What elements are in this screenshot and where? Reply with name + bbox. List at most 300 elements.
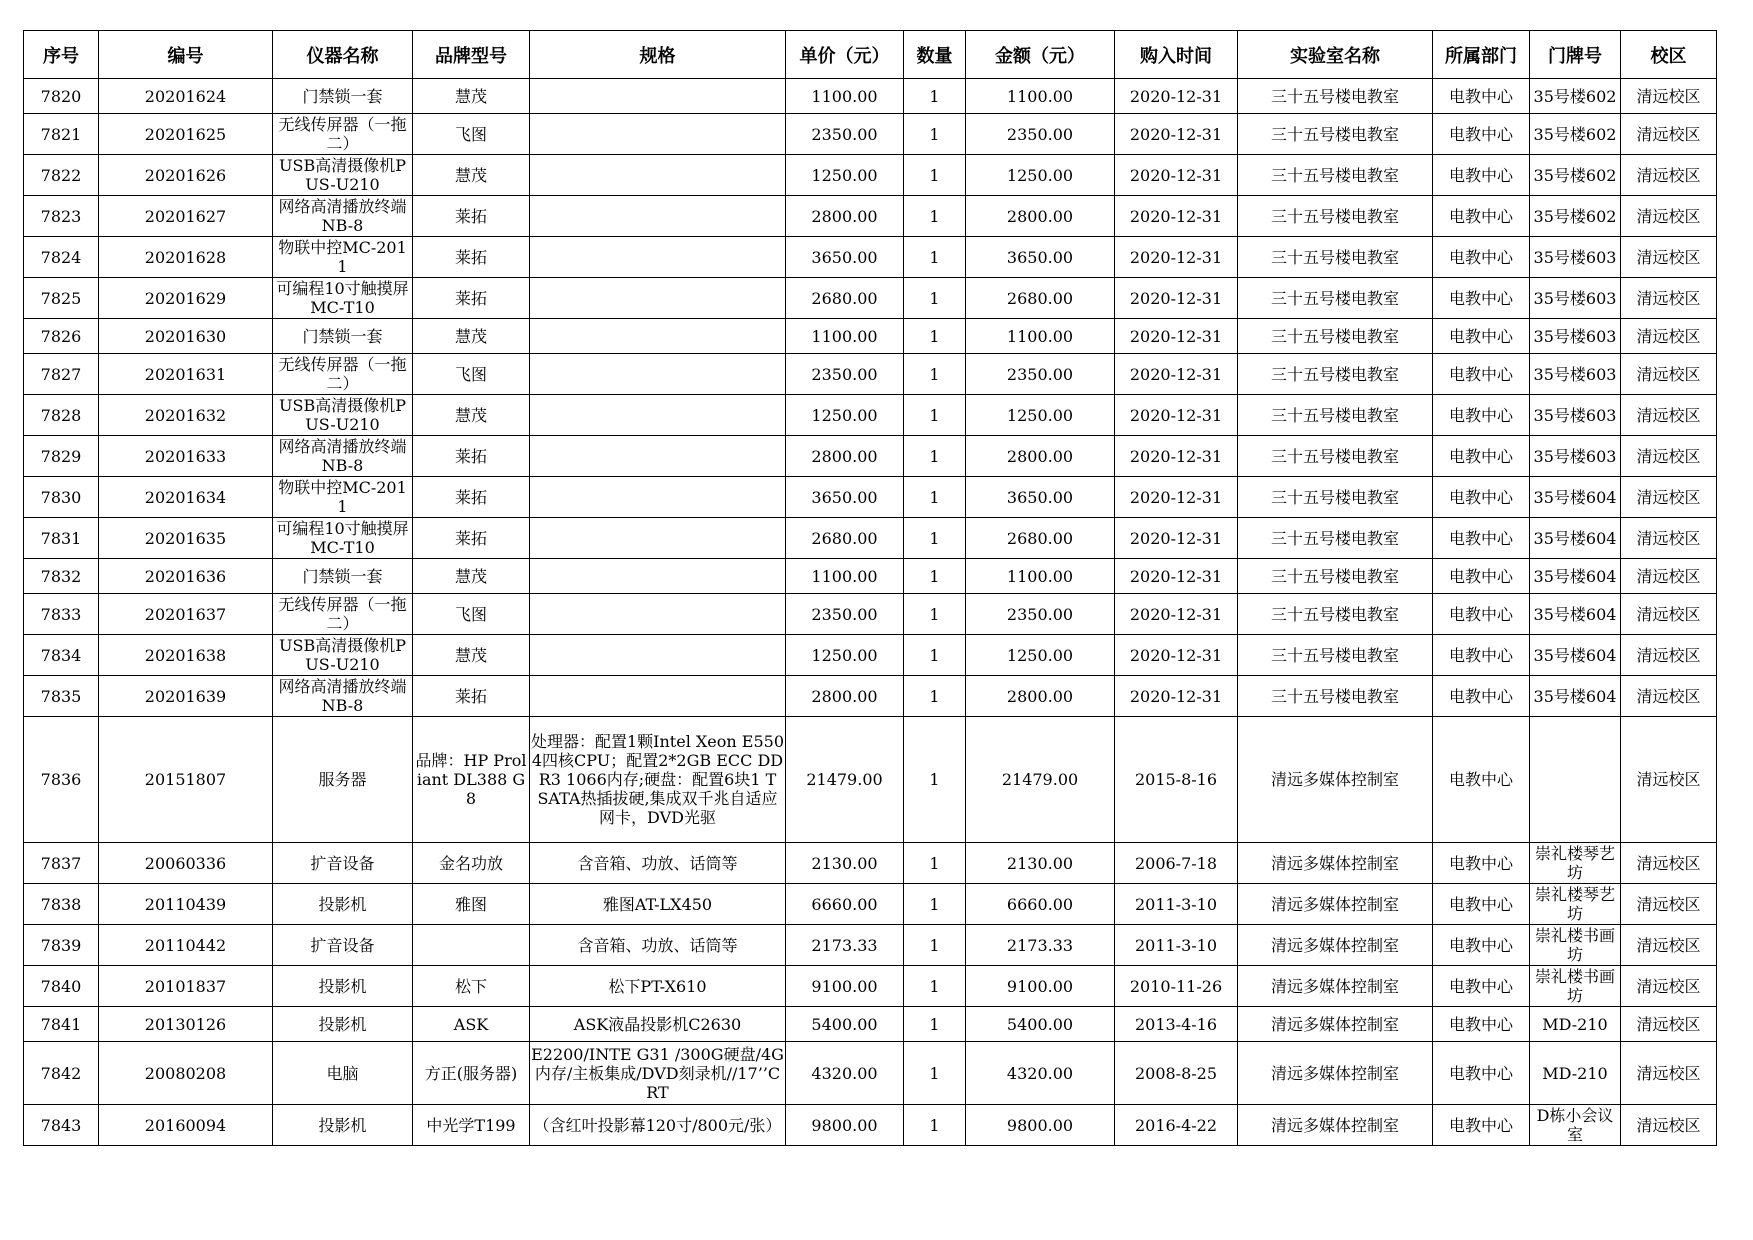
quantity-cell — [904, 114, 966, 155]
amount-text: 2800.00 — [1006, 686, 1074, 706]
campus-text: 清远校区 — [1636, 487, 1701, 507]
table-row — [24, 354, 1717, 395]
brand-model-cell — [413, 594, 530, 635]
specification-cell — [530, 843, 786, 884]
brand-model-cell — [413, 925, 530, 966]
quantity-cell — [904, 477, 966, 518]
specification-cell — [530, 196, 786, 237]
room-number-cell — [1530, 354, 1621, 395]
campus-cell — [1621, 518, 1717, 559]
quantity-cell — [904, 1105, 966, 1146]
brand-model-text: 慧茂 — [454, 326, 487, 346]
room-number-cell — [1530, 676, 1621, 717]
unit-price-cell — [786, 354, 904, 395]
department-cell — [1433, 966, 1530, 1007]
specification-text: 含音箱、功放、话筒等 — [577, 853, 738, 873]
row-number-cell — [24, 278, 99, 319]
asset-id-text: 20201627 — [144, 206, 227, 226]
campus-cell — [1621, 966, 1717, 1007]
unit-price-text: 9100.00 — [811, 976, 878, 996]
unit-price-text: 1250.00 — [811, 165, 878, 185]
asset-id-text: 20201630 — [144, 326, 227, 346]
unit-price-text: 4320.00 — [811, 1063, 878, 1083]
room-number-cell — [1530, 477, 1621, 518]
lab-name-text: 清远多媒体控制室 — [1270, 1063, 1399, 1083]
department-cell — [1433, 518, 1530, 559]
purchase-date-cell — [1115, 1042, 1238, 1105]
unit-price-text: 21479.00 — [806, 770, 883, 789]
specification-cell — [530, 1105, 786, 1146]
lab-name-text: 三十五号楼电教室 — [1270, 645, 1399, 665]
room-number-text: 35号楼602 — [1533, 165, 1617, 185]
unit-price-text: 2350.00 — [811, 604, 878, 624]
department-text: 电教中心 — [1448, 405, 1513, 425]
instrument-name-text: USB高清摄像机PUS-U210 — [279, 396, 406, 434]
department-text: 电教中心 — [1448, 86, 1513, 106]
instrument-name-cell — [273, 477, 413, 518]
lab-name-cell — [1238, 966, 1433, 1007]
asset-id-cell — [99, 925, 273, 966]
campus-cell — [1621, 155, 1717, 196]
purchase-date-cell — [1115, 518, 1238, 559]
campus-text: 清远校区 — [1636, 1063, 1701, 1083]
unit-price-text: 2130.00 — [811, 853, 878, 873]
asset-id-text: 20201625 — [144, 124, 227, 144]
amount-text: 2800.00 — [1006, 446, 1074, 466]
unit-price-cell — [786, 155, 904, 196]
asset-id-cell — [99, 436, 273, 477]
room-number-cell — [1530, 155, 1621, 196]
quantity-cell — [904, 717, 966, 843]
brand-model-text: 慧茂 — [454, 86, 487, 106]
amount-text: 9800.00 — [1006, 1115, 1074, 1135]
specification-cell — [530, 155, 786, 196]
unit-price-text: 1100.00 — [811, 326, 878, 346]
asset-id-cell — [99, 518, 273, 559]
table-row — [24, 884, 1717, 925]
row-number-cell — [24, 319, 99, 354]
specification-cell — [530, 278, 786, 319]
row-number-text: 7832 — [40, 566, 82, 586]
brand-model-cell — [413, 436, 530, 477]
quantity-cell — [904, 518, 966, 559]
lab-name-cell — [1238, 395, 1433, 436]
campus-cell — [1621, 237, 1717, 278]
quantity-text: 1 — [929, 566, 940, 586]
amount-cell — [966, 925, 1115, 966]
department-text: 电教中心 — [1448, 604, 1513, 624]
specification-cell — [530, 79, 786, 114]
row-number-text: 7834 — [40, 645, 82, 665]
asset-id-cell — [99, 559, 273, 594]
asset-id-text: 20201633 — [144, 446, 227, 466]
department-text: 电教中心 — [1448, 935, 1513, 955]
asset-id-text: 20201635 — [144, 528, 227, 548]
room-number-cell — [1530, 278, 1621, 319]
quantity-cell — [904, 676, 966, 717]
specification-cell — [530, 237, 786, 278]
room-number-cell — [1530, 237, 1621, 278]
amount-cell — [966, 237, 1115, 278]
specification-cell — [530, 114, 786, 155]
purchase-date-cell — [1115, 925, 1238, 966]
asset-id-cell — [99, 278, 273, 319]
brand-model-cell — [413, 966, 530, 1007]
department-text: 电教中心 — [1448, 853, 1513, 873]
room-number-cell — [1530, 436, 1621, 477]
row-number-text: 7823 — [40, 206, 82, 226]
table-row — [24, 319, 1717, 354]
header-cell: 数量 — [904, 31, 966, 79]
campus-cell — [1621, 1105, 1717, 1146]
table-row — [24, 278, 1717, 319]
table-row — [24, 436, 1717, 477]
campus-text: 清远校区 — [1636, 288, 1701, 308]
instrument-name-text: 网络高清播放终端NB-8 — [278, 197, 407, 235]
campus-cell — [1621, 79, 1717, 114]
campus-text: 清远校区 — [1636, 206, 1701, 226]
lab-name-cell — [1238, 717, 1433, 843]
row-number-cell — [24, 196, 99, 237]
unit-price-cell — [786, 559, 904, 594]
asset-id-cell — [99, 884, 273, 925]
row-number-cell — [24, 114, 99, 155]
campus-cell — [1621, 278, 1717, 319]
brand-model-text: 慧茂 — [454, 405, 487, 425]
table-row — [24, 395, 1717, 436]
quantity-text: 1 — [929, 446, 940, 466]
department-text: 电教中心 — [1448, 206, 1513, 226]
amount-cell — [966, 155, 1115, 196]
department-cell — [1433, 676, 1530, 717]
purchase-date-cell — [1115, 477, 1238, 518]
campus-text: 清远校区 — [1636, 604, 1701, 624]
lab-name-cell — [1238, 518, 1433, 559]
asset-id-text: 20201624 — [144, 86, 227, 106]
quantity-text: 1 — [929, 206, 940, 226]
purchase-date-text: 2020-12-31 — [1129, 206, 1223, 226]
instrument-name-text: 投影机 — [318, 976, 367, 996]
amount-cell — [966, 1007, 1115, 1042]
amount-text: 2800.00 — [1006, 206, 1074, 226]
purchase-date-text: 2015-8-16 — [1134, 770, 1218, 789]
asset-id-cell — [99, 635, 273, 676]
brand-model-text: 品牌：HP Proliant DL388 G8 — [415, 751, 527, 808]
asset-table — [23, 30, 1717, 1146]
brand-model-text: 莱拓 — [454, 247, 487, 267]
quantity-cell — [904, 925, 966, 966]
unit-price-cell — [786, 477, 904, 518]
unit-price-cell — [786, 594, 904, 635]
row-number-text: 7841 — [40, 1014, 82, 1034]
room-number-cell — [1530, 1105, 1621, 1146]
lab-name-cell — [1238, 884, 1433, 925]
unit-price-text: 2800.00 — [811, 686, 878, 706]
campus-text: 清远校区 — [1636, 686, 1701, 706]
instrument-name-cell — [273, 278, 413, 319]
table-row — [24, 594, 1717, 635]
unit-price-text: 2350.00 — [811, 364, 878, 384]
lab-name-text: 三十五号楼电教室 — [1270, 604, 1399, 624]
campus-cell — [1621, 1007, 1717, 1042]
lab-name-cell — [1238, 843, 1433, 884]
lab-name-text: 三十五号楼电教室 — [1270, 364, 1399, 384]
row-number-text: 7835 — [40, 686, 82, 706]
asset-id-cell — [99, 79, 273, 114]
unit-price-text: 2680.00 — [811, 528, 878, 548]
room-number-cell — [1530, 79, 1621, 114]
brand-model-cell — [413, 278, 530, 319]
department-cell — [1433, 278, 1530, 319]
campus-cell — [1621, 884, 1717, 925]
campus-text: 清远校区 — [1636, 853, 1701, 873]
specification-text: 处理器：配置1颗Intel Xeon E5504四核CPU；配置2*2GB ECC DDR3 1066内存;硬盘：配置6块1 T SATA热插拔硬,集成双千兆自适应网卡，DVD光驱 — [531, 732, 784, 827]
quantity-cell — [904, 635, 966, 676]
header-cell: 金额（元） — [966, 31, 1115, 79]
purchase-date-text: 2011-3-10 — [1134, 894, 1218, 914]
quantity-cell — [904, 155, 966, 196]
quantity-cell — [904, 559, 966, 594]
room-number-cell — [1530, 319, 1621, 354]
instrument-name-text: 投影机 — [318, 894, 367, 914]
asset-id-text: 20101837 — [144, 976, 227, 996]
instrument-name-text: 门禁锁一套 — [302, 326, 383, 346]
row-number-cell — [24, 436, 99, 477]
room-number-text: 35号楼603 — [1533, 364, 1617, 384]
unit-price-cell — [786, 114, 904, 155]
department-text: 电教中心 — [1448, 686, 1513, 706]
campus-cell — [1621, 925, 1717, 966]
purchase-date-text: 2020-12-31 — [1129, 686, 1223, 706]
department-cell — [1433, 395, 1530, 436]
specification-text: ASK液晶投影机C2630 — [573, 1014, 742, 1034]
lab-name-cell — [1238, 1007, 1433, 1042]
quantity-cell — [904, 1007, 966, 1042]
campus-text: 清远校区 — [1636, 165, 1701, 185]
row-number-cell — [24, 843, 99, 884]
row-number-cell — [24, 635, 99, 676]
room-number-cell — [1530, 884, 1621, 925]
purchase-date-cell — [1115, 79, 1238, 114]
specification-text: 雅图AT-LX450 — [602, 894, 713, 914]
amount-cell — [966, 278, 1115, 319]
purchase-date-text: 2020-12-31 — [1129, 326, 1223, 346]
instrument-name-text: 投影机 — [318, 1115, 367, 1135]
header-cell: 仪器名称 — [273, 31, 413, 79]
instrument-name-text: 服务器 — [318, 770, 367, 789]
unit-price-cell — [786, 966, 904, 1007]
asset-id-text: 20151807 — [144, 770, 227, 789]
quantity-text: 1 — [929, 247, 940, 267]
lab-name-cell — [1238, 925, 1433, 966]
campus-text: 清远校区 — [1636, 86, 1701, 106]
asset-id-cell — [99, 155, 273, 196]
campus-text: 清远校区 — [1636, 446, 1701, 466]
amount-text: 1250.00 — [1006, 645, 1074, 665]
lab-name-text: 三十五号楼电教室 — [1270, 288, 1399, 308]
instrument-name-cell — [273, 1007, 413, 1042]
purchase-date-text: 2020-12-31 — [1129, 364, 1223, 384]
unit-price-cell — [786, 676, 904, 717]
lab-name-cell — [1238, 559, 1433, 594]
lab-name-cell — [1238, 278, 1433, 319]
row-number-text: 7829 — [40, 446, 82, 466]
unit-price-cell — [786, 843, 904, 884]
table-row — [24, 237, 1717, 278]
specification-cell — [530, 594, 786, 635]
department-text: 电教中心 — [1448, 446, 1513, 466]
unit-price-cell — [786, 395, 904, 436]
asset-id-text: 20201637 — [144, 604, 227, 624]
department-text: 电教中心 — [1448, 976, 1513, 996]
specification-cell — [530, 354, 786, 395]
specification-cell — [530, 477, 786, 518]
instrument-name-cell — [273, 559, 413, 594]
instrument-name-cell — [273, 843, 413, 884]
header-cell: 单价（元） — [786, 31, 904, 79]
amount-cell — [966, 436, 1115, 477]
row-number-cell — [24, 966, 99, 1007]
amount-text: 4320.00 — [1006, 1063, 1074, 1083]
campus-cell — [1621, 114, 1717, 155]
header-cell: 购入时间 — [1115, 31, 1238, 79]
campus-cell — [1621, 843, 1717, 884]
purchase-date-text: 2011-3-10 — [1134, 935, 1218, 955]
brand-model-cell — [413, 395, 530, 436]
amount-text: 1100.00 — [1006, 566, 1074, 586]
amount-text: 6660.00 — [1006, 894, 1074, 914]
lab-name-text: 清远多媒体控制室 — [1270, 1115, 1399, 1135]
lab-name-text: 清远多媒体控制室 — [1270, 770, 1399, 789]
asset-id-text: 20060336 — [144, 853, 227, 873]
instrument-name-cell — [273, 635, 413, 676]
purchase-date-cell — [1115, 594, 1238, 635]
lab-name-text: 三十五号楼电教室 — [1270, 686, 1399, 706]
campus-cell — [1621, 436, 1717, 477]
purchase-date-cell — [1115, 196, 1238, 237]
amount-text: 2130.00 — [1006, 853, 1074, 873]
amount-text: 1250.00 — [1006, 405, 1074, 425]
room-number-text: 35号楼604 — [1533, 604, 1617, 624]
instrument-name-text: 无线传屏器（一拖二） — [278, 355, 407, 393]
amount-text: 2680.00 — [1006, 288, 1074, 308]
department-text: 电教中心 — [1448, 124, 1513, 144]
lab-name-text: 三十五号楼电教室 — [1270, 206, 1399, 226]
lab-name-cell — [1238, 354, 1433, 395]
purchase-date-cell — [1115, 155, 1238, 196]
brand-model-text: 飞图 — [454, 124, 487, 144]
purchase-date-text: 2020-12-31 — [1129, 487, 1223, 507]
campus-cell — [1621, 635, 1717, 676]
purchase-date-text: 2020-12-31 — [1129, 247, 1223, 267]
purchase-date-text: 2008-8-25 — [1134, 1063, 1218, 1083]
row-number-cell — [24, 884, 99, 925]
lab-name-cell — [1238, 477, 1433, 518]
amount-text: 21479.00 — [1001, 770, 1079, 789]
row-number-text: 7824 — [40, 247, 82, 267]
room-number-cell — [1530, 114, 1621, 155]
brand-model-text: 金名功放 — [438, 853, 503, 873]
instrument-name-text: 无线传屏器（一拖二） — [278, 115, 407, 153]
lab-name-text: 三十五号楼电教室 — [1270, 528, 1399, 548]
table-row — [24, 477, 1717, 518]
campus-cell — [1621, 196, 1717, 237]
lab-name-text: 清远多媒体控制室 — [1270, 853, 1399, 873]
asset-id-cell — [99, 395, 273, 436]
specification-cell — [530, 1042, 786, 1105]
room-number-cell — [1530, 1042, 1621, 1105]
room-number-cell — [1530, 559, 1621, 594]
lab-name-cell — [1238, 635, 1433, 676]
department-cell — [1433, 79, 1530, 114]
department-text: 电教中心 — [1448, 1115, 1513, 1135]
lab-name-text: 清远多媒体控制室 — [1270, 894, 1399, 914]
asset-id-cell — [99, 1007, 273, 1042]
instrument-name-cell — [273, 237, 413, 278]
amount-text: 2680.00 — [1006, 528, 1074, 548]
instrument-name-cell — [273, 925, 413, 966]
campus-cell — [1621, 717, 1717, 843]
header-row — [24, 31, 1717, 79]
specification-cell — [530, 966, 786, 1007]
unit-price-cell — [786, 717, 904, 843]
quantity-cell — [904, 1042, 966, 1105]
quantity-text: 1 — [929, 894, 940, 914]
department-text: 电教中心 — [1448, 1014, 1513, 1034]
quantity-cell — [904, 196, 966, 237]
unit-price-text: 2800.00 — [811, 206, 878, 226]
instrument-name-text: 投影机 — [318, 1014, 367, 1034]
room-number-cell — [1530, 925, 1621, 966]
asset-id-cell — [99, 1105, 273, 1146]
instrument-name-text: 可编程10寸触摸屏MC-T10 — [276, 279, 409, 317]
brand-model-cell — [413, 1007, 530, 1042]
room-number-text: 崇礼楼琴艺坊 — [1534, 844, 1615, 882]
row-number-cell — [24, 79, 99, 114]
row-number-cell — [24, 676, 99, 717]
amount-text: 9100.00 — [1006, 976, 1074, 996]
room-number-cell — [1530, 717, 1621, 843]
room-number-cell — [1530, 1007, 1621, 1042]
specification-cell — [530, 436, 786, 477]
asset-id-text: 20201634 — [144, 487, 227, 507]
purchase-date-cell — [1115, 635, 1238, 676]
campus-text: 清远校区 — [1636, 770, 1701, 789]
quantity-cell — [904, 79, 966, 114]
table-row — [24, 635, 1717, 676]
purchase-date-text: 2013-4-16 — [1134, 1014, 1218, 1034]
department-text: 电教中心 — [1448, 1063, 1513, 1083]
lab-name-text: 清远多媒体控制室 — [1270, 1014, 1399, 1034]
room-number-text: MD-210 — [1542, 1063, 1608, 1083]
instrument-name-cell — [273, 319, 413, 354]
row-number-text: 7830 — [40, 487, 82, 507]
room-number-text: 35号楼604 — [1533, 487, 1617, 507]
purchase-date-text: 2020-12-31 — [1129, 604, 1223, 624]
campus-cell — [1621, 354, 1717, 395]
purchase-date-cell — [1115, 319, 1238, 354]
quantity-cell — [904, 354, 966, 395]
quantity-text: 1 — [929, 86, 940, 106]
quantity-cell — [904, 966, 966, 1007]
asset-id-cell — [99, 676, 273, 717]
department-cell — [1433, 354, 1530, 395]
room-number-text: 35号楼604 — [1533, 528, 1617, 548]
quantity-text: 1 — [929, 405, 940, 425]
table-row — [24, 559, 1717, 594]
amount-cell — [966, 676, 1115, 717]
amount-text: 3650.00 — [1006, 487, 1074, 507]
